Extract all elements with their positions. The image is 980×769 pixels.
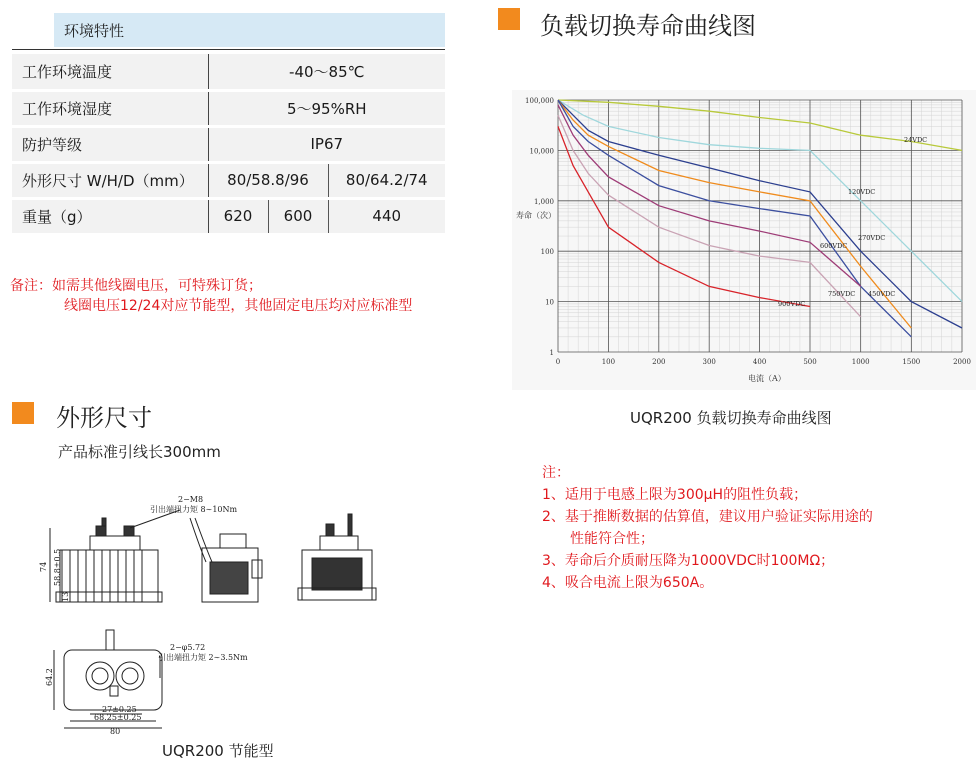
x-tick-label: 200 bbox=[652, 358, 666, 366]
dim-label: 2−φ5.72 bbox=[170, 643, 206, 652]
env-section-header bbox=[12, 12, 445, 47]
notes-title: 注： bbox=[542, 465, 570, 481]
x-tick-label: 500 bbox=[803, 358, 817, 366]
series-label: 600VDC bbox=[820, 242, 848, 250]
divider bbox=[12, 49, 445, 50]
notes-block bbox=[542, 462, 873, 594]
series-label: 450VDC bbox=[868, 290, 896, 298]
series-label: 900VDC bbox=[778, 300, 806, 308]
y-tick-label: 1 bbox=[549, 349, 554, 357]
note-item: 1、适用于电感上限为300μH的阻性负载； bbox=[542, 487, 808, 503]
dimensions-title: 外形尺寸 bbox=[56, 404, 152, 432]
x-tick-label: 400 bbox=[752, 358, 767, 366]
dim-label: 58.8±0.5 bbox=[53, 548, 62, 586]
note-item: 性能符合性； bbox=[570, 531, 654, 547]
rear-view bbox=[298, 514, 376, 600]
x-tick-label: 300 bbox=[702, 358, 716, 366]
x-tick-label: 1000 bbox=[851, 358, 870, 366]
dim-label: 引出端扭力矩 2∼3.5Nm bbox=[158, 653, 248, 662]
dim-label: 2−M8 bbox=[178, 495, 204, 504]
dim-label: 引出端扭力矩 8∼10Nm bbox=[150, 505, 238, 514]
x-tick-label: 0 bbox=[555, 358, 561, 366]
spec-label: 重量（g） bbox=[12, 198, 208, 234]
spec-value: 440 bbox=[328, 198, 445, 234]
spec-label: 外形尺寸 W/H/D（mm） bbox=[12, 162, 208, 198]
y-tick-label: 100,000 bbox=[525, 97, 554, 105]
spec-value: 80/58.8/96 bbox=[208, 162, 328, 198]
note-item: 2、基于推断数据的估算值，建议用户验证实际用途的 bbox=[542, 509, 873, 525]
dim-label: 64.2 bbox=[45, 668, 54, 686]
table-row bbox=[12, 90, 445, 126]
spec-value: 600 bbox=[268, 198, 328, 234]
y-tick-label: 10,000 bbox=[529, 147, 554, 156]
life-curve-chart bbox=[512, 90, 976, 390]
lead-length-note: 产品标准引线长300mm bbox=[58, 443, 221, 461]
front-view bbox=[50, 510, 180, 602]
remark-line-2: 线圈电压12/24对应节能型，其他固定电压均对应标准型 bbox=[64, 298, 413, 314]
series-label: 120VDC bbox=[848, 188, 876, 196]
env-section-title: 环境特性 bbox=[64, 22, 125, 40]
y-axis-label: 寿命（次） bbox=[516, 211, 556, 220]
dim-label: 13 bbox=[61, 591, 70, 602]
table-row bbox=[12, 162, 445, 198]
x-tick-label: 100 bbox=[601, 358, 616, 366]
dimension-caption: UQR200 节能型 bbox=[162, 742, 274, 760]
dimension-drawings bbox=[30, 488, 410, 744]
spec-value: IP67 bbox=[208, 126, 445, 162]
dim-label: 27±0.25 bbox=[102, 705, 137, 714]
spec-value: 620 bbox=[208, 198, 268, 234]
header-tab bbox=[12, 13, 54, 47]
x-tick-label: 2000 bbox=[953, 358, 971, 366]
chart-section-title: 负载切换寿命曲线图 bbox=[540, 12, 756, 40]
y-tick-label: 10 bbox=[545, 298, 554, 307]
spec-value: -40～85℃ bbox=[208, 54, 445, 90]
table-row bbox=[12, 198, 445, 234]
note-item: 4、吸合电流上限为650A。 bbox=[542, 575, 714, 591]
section-marker bbox=[12, 402, 34, 424]
section-marker bbox=[498, 8, 520, 30]
dim-label: 80 bbox=[110, 727, 121, 736]
dim-label: 74 bbox=[39, 561, 48, 572]
spec-label: 防护等级 bbox=[12, 126, 208, 162]
note-item: 3、寿命后介质耐压降为1000VDC时100MΩ； bbox=[542, 553, 835, 569]
chart-caption: UQR200 负载切换寿命曲线图 bbox=[630, 409, 832, 427]
y-tick-label: 1,000 bbox=[533, 197, 554, 206]
y-tick-label: 100 bbox=[540, 248, 554, 257]
side-view bbox=[190, 518, 262, 602]
spec-value: 80/64.2/74 bbox=[328, 162, 445, 198]
series-label: 270VDC bbox=[858, 234, 886, 242]
spec-value: 5～95%RH bbox=[208, 90, 445, 126]
remark-line-1: 备注：如需其他线圈电压，可特殊订货； bbox=[10, 278, 262, 294]
table-row bbox=[12, 54, 445, 90]
series-label: 24VDC bbox=[904, 136, 928, 144]
dim-label: 68.25±0.25 bbox=[94, 713, 142, 722]
x-tick-label: 1500 bbox=[902, 358, 921, 366]
x-axis-label: 电流（A） bbox=[748, 374, 786, 383]
spec-label: 工作环境温度 bbox=[12, 54, 208, 90]
spec-label: 工作环境湿度 bbox=[12, 90, 208, 126]
series-label: 750VDC bbox=[828, 290, 856, 298]
env-spec-table bbox=[12, 54, 445, 236]
table-row bbox=[12, 126, 445, 162]
